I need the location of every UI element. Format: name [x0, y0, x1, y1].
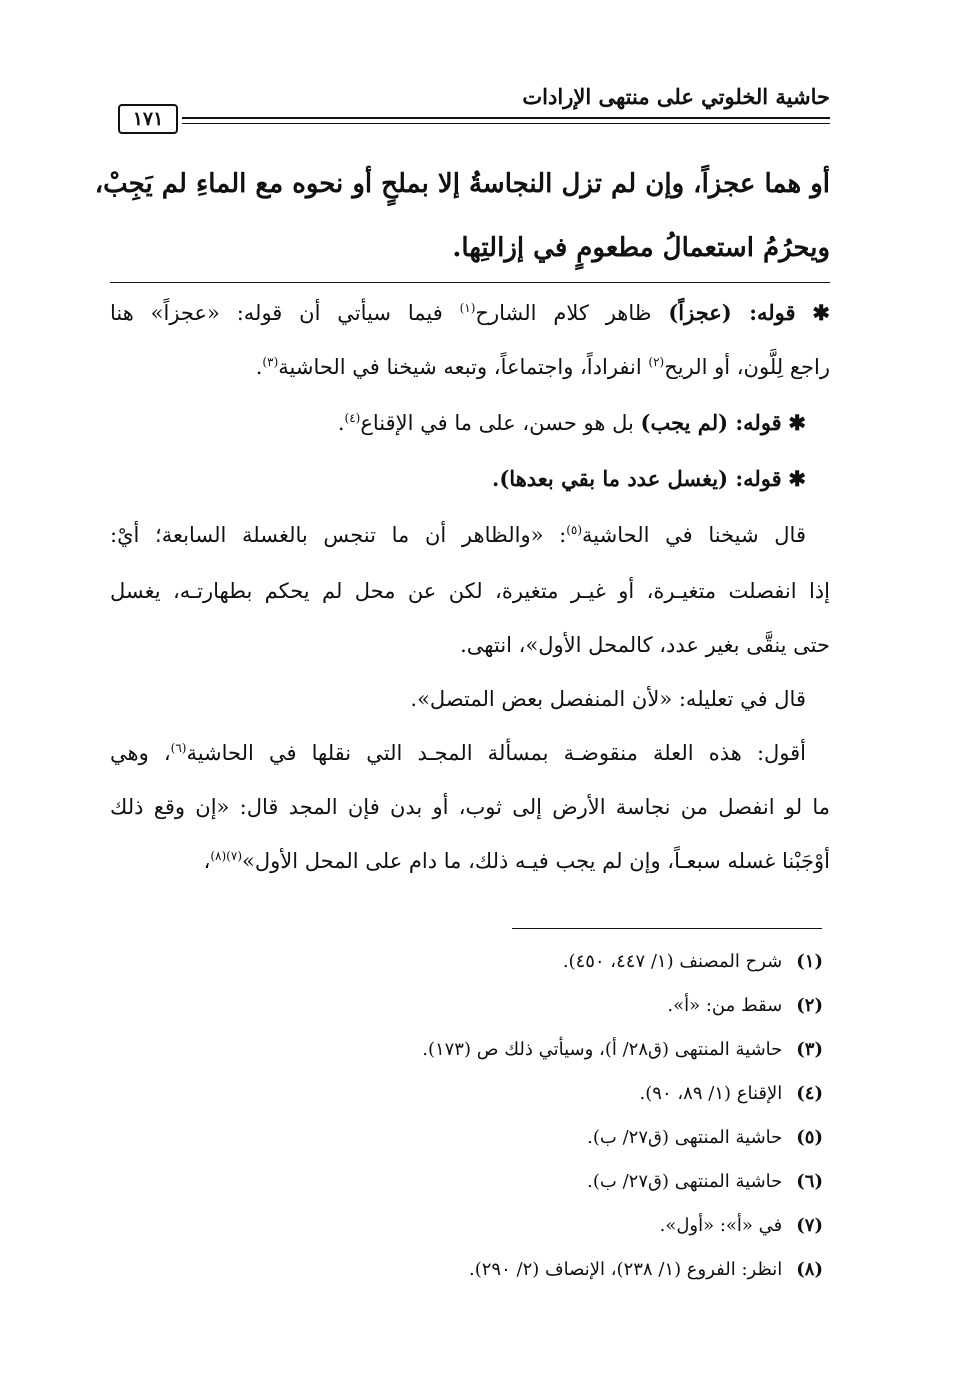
footnote	[422, 1036, 823, 1064]
footnote-ref: (٤)	[344, 411, 361, 425]
gloss-lead: قوله: (لم يجب)	[640, 410, 782, 435]
footnote	[587, 1124, 823, 1152]
footnote-text: حاشية المنتهى (ق٢٧/ ب).	[587, 1127, 783, 1148]
page-header	[110, 78, 830, 130]
punctuation: .	[337, 411, 345, 435]
footnote-ref: (٣)	[262, 355, 279, 369]
commentary-text: أقول: هذه العلة منقوضـة بمسألة المجـد التي نقلها في الحاشية	[186, 741, 806, 765]
footnote-number: (٤)	[796, 1083, 823, 1104]
matn-line-2: ويحرُمُ استعمالُ مطعومٍ في إزالتِها.	[452, 233, 830, 263]
footnote-number: (٨)	[796, 1259, 823, 1280]
footnote	[469, 1256, 823, 1284]
footnote-text: سقط من: «أ».	[667, 995, 783, 1016]
matn-line-1: أو هما عجزاً، وإن لم تزل النجاسةُ إلا بملحٍ أو نحوه مع الماءِ لم يَجِبْ،	[94, 169, 830, 199]
footnote	[563, 948, 823, 976]
commentary-line	[110, 462, 830, 496]
commentary-line	[110, 406, 830, 440]
page-number: ١٧١	[118, 104, 178, 134]
matn-divider	[110, 282, 830, 283]
footnote-number: (٢)	[796, 995, 823, 1016]
footnote-ref: (٢)	[648, 355, 665, 369]
commentary-line	[110, 350, 830, 384]
commentary-text: ظاهر كلام الشارح	[475, 301, 652, 325]
commentary-line: ما لو انفصل من نجاسة الأرض إلى ثوب، أو بدن فإن المجد قال: «إن وقع ذلك	[110, 795, 830, 819]
commentary-text: : «والظاهر أن ما تنجس بالغسلة السابعة؛ أيْ:	[110, 523, 567, 547]
footnote-number: (٣)	[796, 1039, 823, 1060]
commentary-text: فيما سيأتي أن قوله: «عجزاً» هنا	[110, 301, 443, 325]
footnote	[640, 1080, 823, 1108]
commentary-text: أوْجَبْنا غسله سبعـاً، وإن لم يجب فيـه ذلك، ما دام على المحل الأول»	[242, 849, 830, 873]
gloss-lead: قوله: (يغسل عدد ما بقي بعدها).	[492, 466, 782, 491]
commentary-line	[110, 844, 830, 878]
footnote-number: (٦)	[796, 1171, 823, 1192]
footnote-number: (٥)	[796, 1127, 823, 1148]
commentary-text: قال شيخنا في الحاشية	[582, 523, 806, 547]
commentary-line	[110, 296, 830, 330]
punctuation: ،	[203, 849, 211, 873]
commentary-text: انفراداً، واجتماعاً، وتبعه شيخنا في الحاشية	[278, 355, 642, 379]
footnote	[667, 992, 823, 1020]
gloss-lead: قوله: (عجزاً)	[668, 300, 796, 325]
footnote	[660, 1212, 823, 1240]
footnote	[587, 1168, 823, 1196]
footnote-text: شرح المصنف (١/ ٤٤٧، ٤٥٠).	[562, 951, 783, 972]
footnote-ref: (٥)	[566, 523, 583, 537]
header-rule	[182, 117, 830, 119]
star-icon: ✱	[788, 410, 806, 435]
star-icon: ✱	[812, 300, 830, 325]
footnote-text: انظر: الفروع (١/ ٢٣٨)، الإنصاف (٢/ ٢٩٠).	[469, 1259, 783, 1280]
commentary-text: ، وهي	[110, 741, 171, 765]
punctuation: .	[255, 355, 263, 379]
footnote-ref: (٧)(٨)	[210, 849, 243, 863]
footnote-text: حاشية المنتهى (ق٢٧/ ب).	[587, 1171, 783, 1192]
commentary-text: بل هو حسن، على ما في الإقناع	[360, 411, 634, 435]
commentary-line: حتى ينقَّى بغير عدد، كالمحل الأول»، انتهى.	[460, 633, 830, 657]
header-rule-thin	[182, 123, 830, 124]
commentary-line: إذا انفصلت متغيـرة، أو غيـر متغيرة، لكن عن محل لم يحكم بطهارتـه، يغسل	[110, 579, 830, 603]
running-title: حاشية الخلوتي على منتهى الإرادات	[522, 84, 830, 109]
star-icon: ✱	[788, 466, 806, 491]
footnote-text: الإقناع (١/ ٨٩، ٩٠).	[639, 1083, 783, 1104]
commentary-line	[110, 736, 830, 770]
commentary-line	[110, 518, 830, 552]
footnote-number: (١)	[796, 951, 823, 972]
footnote-text: في «أ»: «أول».	[659, 1215, 783, 1236]
footnote-ref: (٦)	[170, 741, 187, 755]
footnote-text: حاشية المنتهى (ق٢٨/ أ)، وسيأتي ذلك ص (١٧٣).	[422, 1039, 783, 1060]
footnote-divider	[512, 928, 822, 929]
commentary-line: قال في تعليله: «لأن المنفصل بعض المتصل».	[410, 687, 806, 711]
commentary-text: راجع لِلَّون، أو الريح	[664, 355, 830, 379]
footnote-number: (٧)	[796, 1215, 823, 1236]
footnote-ref: (١)	[459, 301, 476, 315]
